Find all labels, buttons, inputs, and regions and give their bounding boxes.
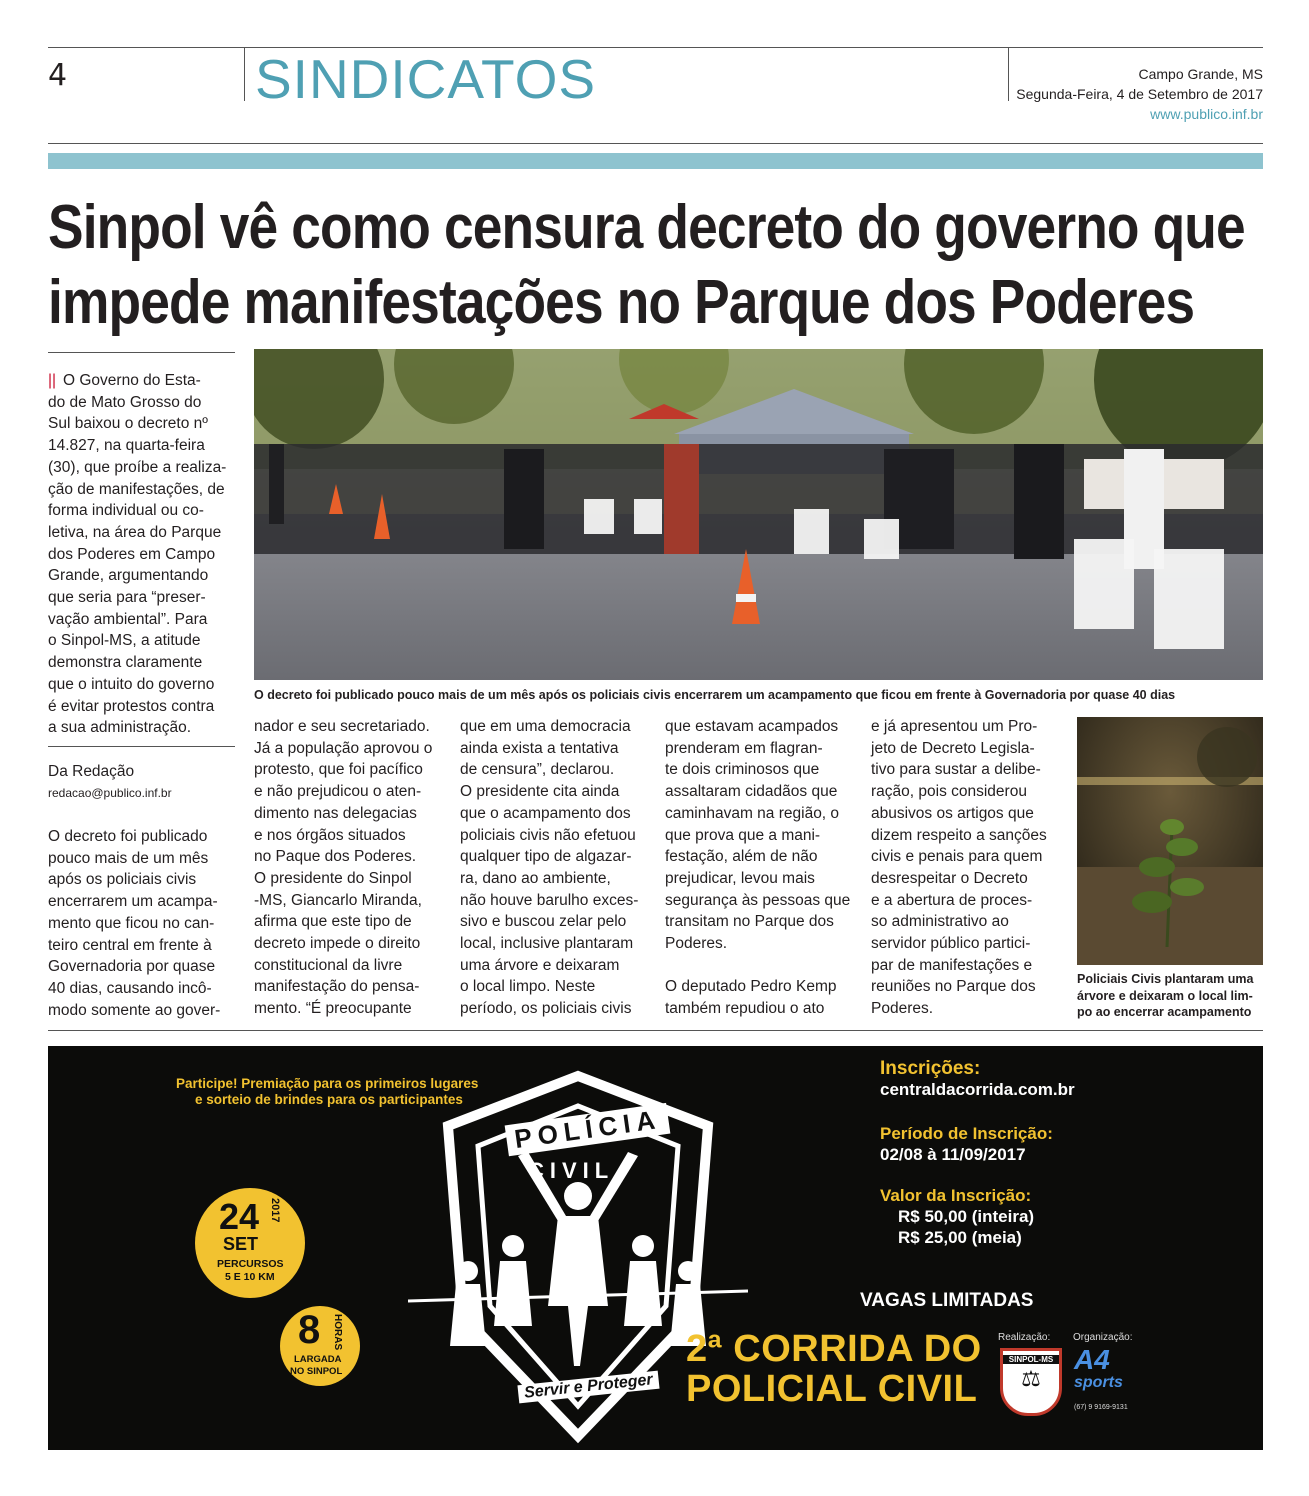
text-line: modo somente ao gover- xyxy=(48,1001,221,1019)
text-line: reuniões no Parque dos xyxy=(871,978,1036,996)
start-line-2: NO SINPOL xyxy=(290,1366,343,1377)
lead-line: O Governo do Esta- xyxy=(63,372,201,389)
side-photo xyxy=(1077,717,1263,965)
article-column-4 xyxy=(665,716,860,1020)
text-line: policiais civis não efetuou xyxy=(460,826,636,844)
section-title: SINDICATOS xyxy=(255,48,597,110)
byline: Da Redação xyxy=(48,763,135,780)
text-line: Poderes. xyxy=(665,935,728,953)
text-line: -MS, Giancarlo Miranda, xyxy=(254,891,422,909)
text-line: Já a população aprovou o xyxy=(254,739,433,757)
badge-year: 2017 xyxy=(269,1198,281,1223)
text-line: teiro central em frente à xyxy=(48,936,212,954)
lead-line: ção de manifestações, de xyxy=(48,480,225,498)
header-website[interactable]: www.publico.inf.br xyxy=(1150,106,1263,122)
text-line: ra, dano ao ambiente, xyxy=(460,869,611,887)
caption-line: po ao encerrar acampamento xyxy=(1077,1005,1252,1019)
caption-line: árvore e deixaram o local lim- xyxy=(1077,988,1253,1003)
sinpol-logo xyxy=(1000,1348,1062,1416)
text-line: segurança às pessoas que xyxy=(665,891,851,909)
text-line: desrespeitar o Decreto xyxy=(871,869,1028,887)
headline xyxy=(48,190,1245,340)
headline-line-2: impede manifestações no Parque dos Poderes xyxy=(48,268,1195,337)
side-photo-caption xyxy=(1077,971,1267,1021)
lead-line: dos Poderes em Campo xyxy=(48,545,216,563)
text-line: pouco mais de um mês xyxy=(48,849,209,867)
text-line: dimento nas delegacias xyxy=(254,804,417,822)
event-title-line-1: 2ª CORRIDA DO xyxy=(686,1328,982,1370)
limited-spots: VAGAS LIMITADAS xyxy=(860,1290,1034,1311)
event-title-line-2: POLICIAL CIVIL xyxy=(686,1368,978,1410)
badge-month: SET xyxy=(223,1234,259,1254)
lead-line: forma individual ou co- xyxy=(48,502,204,520)
text-line: decreto impede o direito xyxy=(254,935,421,953)
text-line: 40 dias, causando incô- xyxy=(48,979,212,997)
main-photo-caption: O decreto foi publicado pouco mais de um mês após os policiais civis encerrarem um acampamento que ficou em frente à Governadoria por quase 40 dias xyxy=(254,688,1176,702)
text-line: assaltaram cidadãos que xyxy=(665,783,838,801)
race-advertisement[interactable] xyxy=(48,1046,1263,1450)
badge-day: 24 xyxy=(219,1196,260,1237)
text-line: manifestação do pensa- xyxy=(254,978,420,996)
text-line: O presidente do Sinpol xyxy=(254,869,412,887)
text-line: mento que ficou no can- xyxy=(48,914,215,932)
article-column-3 xyxy=(460,716,655,1020)
caption-line: Policiais Civis plantaram uma xyxy=(1077,972,1254,986)
ad-promo-line-2: e sorteio de brindes para os participantes xyxy=(195,1092,463,1107)
text-line: festação, além de não xyxy=(665,848,818,866)
badge-routes-2: 5 E 10 KM xyxy=(225,1271,275,1283)
lead-line: Sul baixou o decreto nº xyxy=(48,415,208,433)
lead-line: Grande, argumentando xyxy=(48,567,209,585)
text-line: e a abertura de proces- xyxy=(871,891,1033,909)
text-line: e nos órgãos situados xyxy=(254,826,406,844)
main-photo xyxy=(254,349,1263,680)
time-badge xyxy=(280,1306,360,1386)
a4-logo-sub: sports xyxy=(1074,1374,1123,1391)
text-line: uma árvore e deixaram xyxy=(460,956,620,974)
text-line: O deputado Pedro Kemp xyxy=(665,978,837,996)
text-line: dizem respeito a sanções xyxy=(871,826,1047,844)
text-line: transitam no Parque dos xyxy=(665,913,834,931)
emblem-top-text: POLÍCIA xyxy=(505,1103,671,1156)
text-line: so administrativo ao xyxy=(871,913,1009,931)
text-line: civis e penais para quem xyxy=(871,848,1043,866)
text-line: qualquer tipo de algazar- xyxy=(460,848,632,866)
text-line: O decreto foi publicado xyxy=(48,828,208,845)
lead-line: 14.827, na quarta-feira xyxy=(48,437,205,455)
text-line: sivo e buscou zelar pelo xyxy=(460,913,627,931)
text-line: que prova que a mani- xyxy=(665,826,821,844)
a4-phone: (67) 9 9169-9131 xyxy=(1074,1404,1128,1411)
text-line: ainda exista a tentativa xyxy=(460,739,619,757)
date-badge xyxy=(195,1188,305,1298)
text-line: protesto, que foi pacífico xyxy=(254,761,423,779)
text-line: e já apresentou um Pro- xyxy=(871,718,1038,735)
article-column-2 xyxy=(254,716,449,1020)
registration-title: Inscrições: xyxy=(880,1058,981,1079)
paragraph-gap xyxy=(665,955,860,977)
lead-line: (30), que proíbe a realiza- xyxy=(48,458,227,476)
text-line: O presidente cita ainda xyxy=(460,783,620,801)
registration-site[interactable]: centraldacorrida.com.br xyxy=(880,1080,1075,1099)
text-line: afirma que este tipo de xyxy=(254,913,412,931)
text-line: ração, pois considerou xyxy=(871,783,1027,801)
text-line: Poderes. xyxy=(871,1000,934,1018)
header-date: Segunda-Feira, 4 de Setembro de 2017 xyxy=(1016,86,1263,102)
text-line: prenderam em flagran- xyxy=(665,739,823,757)
emblem-bottom-text: Servir e Proteger xyxy=(517,1371,659,1404)
text-line: caminhavam na região, o xyxy=(665,804,840,822)
time-unit: HORAS xyxy=(332,1314,343,1351)
lead-line: que o intuito do governo xyxy=(48,675,215,693)
lead-marker: || xyxy=(48,372,57,389)
organizacao-label: Organização: xyxy=(1073,1332,1133,1343)
text-line: que estavam acampados xyxy=(665,718,839,735)
period-dates: 02/08 à 11/09/2017 xyxy=(880,1145,1026,1164)
lead-line: do de Mato Grosso do xyxy=(48,393,202,411)
start-line-1: LARGADA xyxy=(294,1354,342,1365)
time-number: 8 xyxy=(298,1308,321,1352)
a4-sports-logo xyxy=(1074,1346,1136,1426)
text-line: e não prejudicou o aten- xyxy=(254,783,422,801)
headline-line-1: Sinpol vê como censura decreto do governo que xyxy=(48,193,1245,262)
emblem-mid-text: CIVIL xyxy=(528,1158,615,1183)
badge-routes-1: PERCURSOS xyxy=(217,1258,284,1270)
text-line: o local limpo. Neste xyxy=(460,978,596,996)
section-color-bar xyxy=(48,153,1263,169)
text-line: não houve barulho exces- xyxy=(460,891,639,909)
text-line: te dois criminosos que xyxy=(665,761,820,779)
text-line: tivo para sustar a delibe- xyxy=(871,761,1041,779)
price-full: R$ 50,00 (inteira) xyxy=(898,1207,1035,1226)
text-line: servidor público partici- xyxy=(871,935,1031,953)
text-line: nador e seu secretariado. xyxy=(254,718,430,735)
text-line: constitucional da livre xyxy=(254,956,403,974)
text-line: jeto de Decreto Legisla- xyxy=(871,739,1035,757)
ad-promo-line-1: Participe! Premiação para os primeiros lugares xyxy=(176,1076,479,1091)
lead-line: vação ambiental”. Para xyxy=(48,610,208,628)
page-number: 4 xyxy=(48,58,68,93)
lead-line: a sua administração. xyxy=(48,719,192,737)
article-column-5 xyxy=(871,716,1066,1020)
scales-icon: ⚖ xyxy=(1021,1366,1041,1391)
header-city: Campo Grande, MS xyxy=(1138,66,1263,82)
text-line: também repudiou o ato xyxy=(665,1000,825,1018)
byline-email[interactable]: redacao@publico.inf.br xyxy=(48,786,172,800)
price-half: R$ 25,00 (meia) xyxy=(898,1228,1022,1247)
text-line: no Paque dos Poderes. xyxy=(254,848,417,866)
lead-line: que seria para “preser- xyxy=(48,589,206,606)
a4-logo-text: A4 xyxy=(1074,1344,1110,1375)
text-line: Governadoria por quase xyxy=(48,958,216,976)
lead-line: demonstra claramente xyxy=(48,654,203,672)
lead-line: o Sinpol-MS, a atitude xyxy=(48,632,201,650)
lead-line: é evitar protestos contra xyxy=(48,697,215,715)
text-line: que em uma democracia xyxy=(460,718,631,735)
sinpol-logo-text: SINPOL-MS xyxy=(1003,1355,1059,1364)
text-line: de censura”, declarou. xyxy=(460,761,615,779)
text-line: local, inclusive plantaram xyxy=(460,935,634,953)
text-line: após os policiais civis xyxy=(48,871,197,889)
text-line: que o acampamento dos xyxy=(460,804,631,822)
price-title: Valor da Inscrição: xyxy=(880,1186,1032,1205)
text-line: par de manifestações e xyxy=(871,956,1033,974)
text-line: encerrarem um acampa- xyxy=(48,893,218,911)
text-line: período, os policiais civis xyxy=(460,1000,632,1018)
article-column-1 xyxy=(48,826,238,1021)
text-line: abusivos os artigos que xyxy=(871,804,1034,822)
realizacao-label: Realização: xyxy=(998,1332,1051,1343)
text-line: mento. “É preocupante xyxy=(254,1000,412,1018)
text-line: prejudicar, levou mais xyxy=(665,869,815,887)
lead-line: letiva, na área do Parque xyxy=(48,523,222,541)
period-title: Período de Inscrição: xyxy=(880,1124,1053,1143)
